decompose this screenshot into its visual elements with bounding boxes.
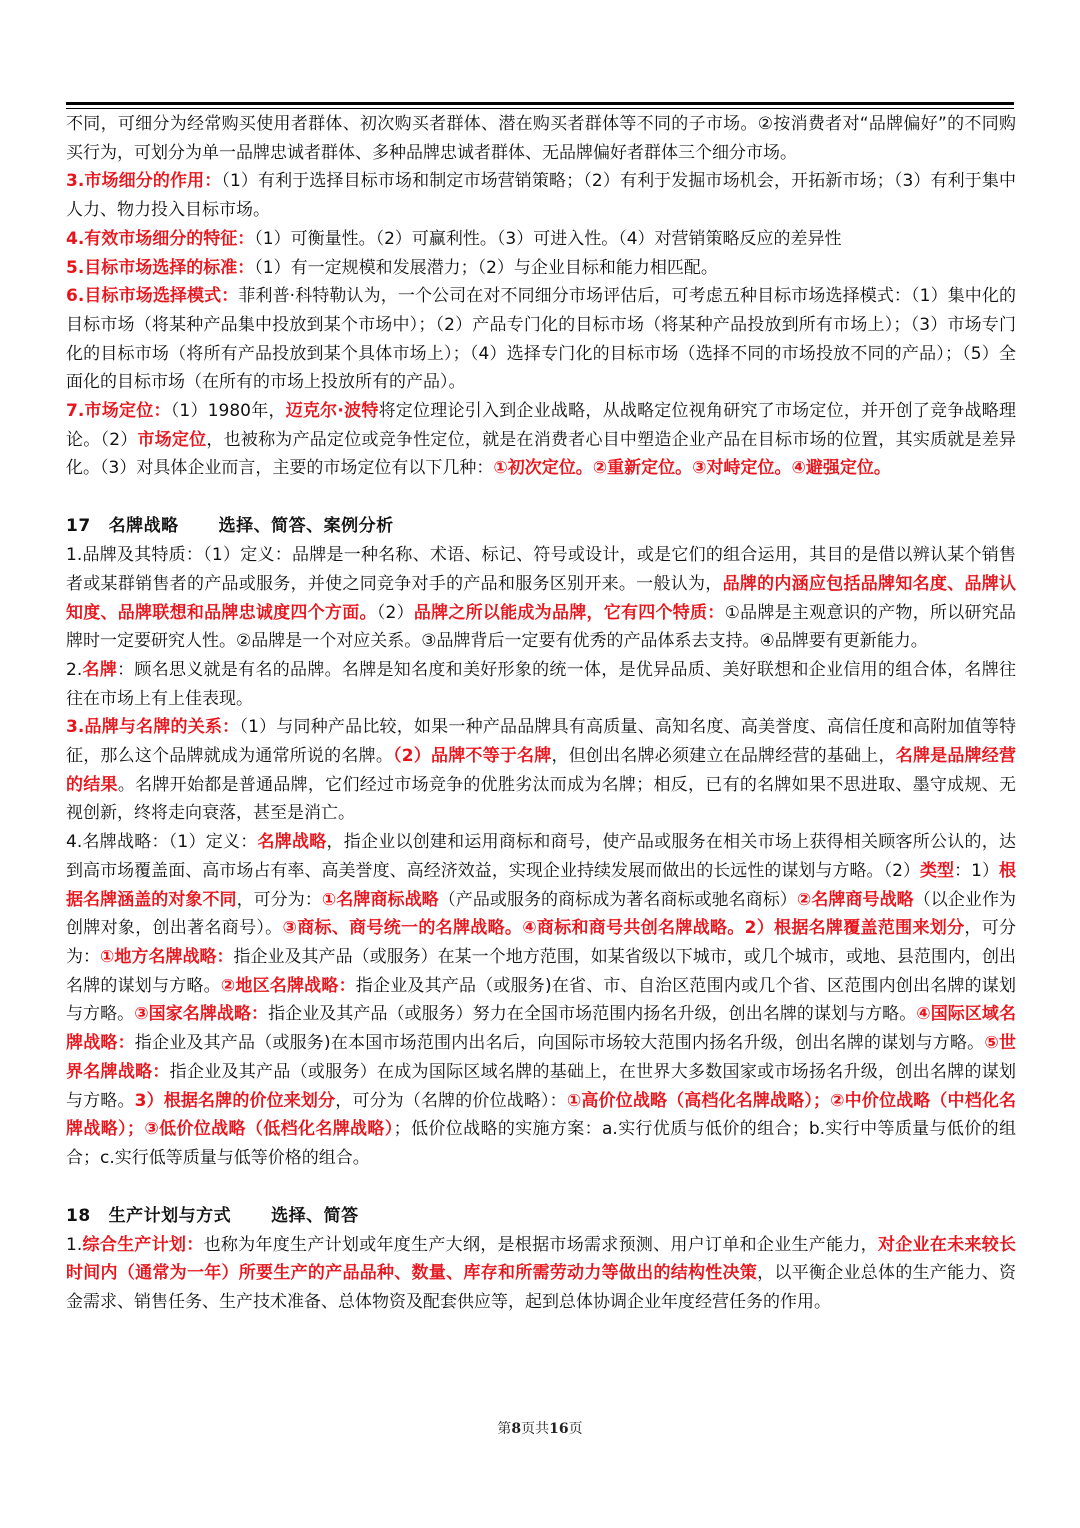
paragraph-aggregate-plan: 1.综合生产计划：也称为年度生产计划或年度生产大纲，是根据市场需求预测、用户订单和企业生产能力，对企业在未来较长时间内（通常为一年）所要生产的产品品种、数量、库存和所需劳动力等做出的结构性决策，以平衡企业总体的生产能力、资金需求、销售任务、生产技术准备、总体物资及配套供应等，起到总体协调企业年度经营任务的作用。 xyxy=(66,1234,1017,1313)
paragraph-famous-brand: 2.名牌：顾名思义就是有名的品牌。名牌是知名度和美好形象的统一体，是优异品质、美好联想和企业信用的组合体，名牌往往在市场上有上佳表现。 xyxy=(66,659,1017,709)
paragraph-segmentation-continued: 不同，可细分为经常购买使用者群体、初次购买者群体、潜在购买者群体等不同的子市场。②按消费者对“品牌偏好”的不同购买行为，可划分为单一品牌忠诚者群体、多种品牌忠诚者群体、无品牌偏好者群体三个细分市场。 xyxy=(66,114,1016,163)
paragraph-brand-relation: 3.品牌与名牌的关系：（1）与同种产品比较，如果一种产品品牌具有高质量、高知名度、高美誉度、高信任度和高附加值等特征，那么这个品牌就成为通常所说的名牌。（2）品牌不等于名牌，但创出名牌必须建立在品牌经营的基础上，名牌是品牌经营的结果。名牌开始都是普通品牌，它们经过市场竞争的优胜劣汰而成为名牌；相反，已有的名牌如果不思进取、墨守成规、无视创新，终将走向衰落，甚至是消亡。 xyxy=(66,717,1017,824)
header-rule-thin xyxy=(66,108,1014,109)
key-term: 6.目标市场选择模式： xyxy=(66,286,239,307)
key-term: 3.品牌与名牌的关系： xyxy=(66,717,240,738)
current-page: 8 xyxy=(511,1421,522,1437)
paragraph-market-positioning: 7.市场定位：（1）1980年，迈克尔·波特将定位理论引入到企业战略，从战略定位视角研究了市场定位，并开创了竞争战略理论。（2）市场定位，也被称为产品定位或竞争性定位，就是在消费者心目中塑造企业产品在目标市场的位置，其实质就是差异化。（3）对具体企业而言，主要的市场定位有以下几种：①初次定位。②重新定位。③对峙定位。④避强定位。 xyxy=(66,401,1016,479)
paragraph-target-market-criteria: 5.目标市场选择的标准：（1）有一定规模和发展潜力；（2）与企业目标和能力相匹配。 xyxy=(66,257,718,278)
total-pages: 16 xyxy=(549,1421,569,1437)
paragraph-effective-segmentation: 4.有效市场细分的特征：（1）可衡量性。（2）可赢利性。（3）可进入性。（4）对营销策略反应的差异性 xyxy=(66,228,842,249)
page-footer: 第8页共16页 xyxy=(497,1421,583,1437)
paragraph-brand-strategy: 4.名牌战略：（1）定义：名牌战略，指企业以创建和运用商标和商号，使产品或服务在相关市场上获得相关顾客所公认的，达到高市场覆盖面、高市场占有率、高美誉度、高经济效益，实现企业持续发展而做出的长远性的谋划与方略。（2）类型：1）根据名牌涵盖的对象不同，可分为：①名牌商标战略（产品或服务的商标成为著名商标或驰名商标）②名牌商号战略（以企业作为创牌对象，创出著名商号）。③商标、商号统一的名牌战略。④商标和商号共创名牌战略。2）根据名牌覆盖范围来划分，可分为：①地方名牌战略：指企业及其产品（或服务）在某一个地方范围，如某省级以下城市，或几个城市，或地、县范围内，创出名牌的谋划与方略。②地区名牌战略：指企业及其产品（或服务)在省、市、自治区范围内或几个省、区范围内创出名牌的谋划与方略。③国家名牌战略：指企业及其产品（或服务）努力在全国市场范围内扬名升级，创出名牌的谋划与方略。④国际区域名牌战略：指企业及其产品（或服务)在本国市场范围内出名后，向国际市场较大范围内扬名升级，创出名牌的谋划与方略。⑤世界名牌战略：指企业及其产品（或服务）在成为国际区域名牌的基础上，在世界大多数国家或市场扬名升级，创出名牌的谋划与方略。3）根据名牌的价位来划分，可分为（名牌的价位战略）：①高价位战略（高档化名牌战略）；②中价位战略（中档化名牌战略）；③低价位战略（低档化名牌战略）；低价位战略的实施方案：a.实行优质与低价的组合；b.实行中等质量与低价的组合；c.实行低等质量与低等价格的组合。 xyxy=(66,832,1017,1168)
section-gap xyxy=(66,1173,1016,1201)
section-heading-18: 18 生产计划与方式 选择、简答 xyxy=(66,1205,359,1226)
key-term: 5.目标市场选择的标准： xyxy=(66,257,255,278)
paragraph-segmentation-role: 3.市场细分的作用：（1）有利于选择目标市场和制定市场营销策略；（2）有利于发掘市场机会，开拓新市场；（3）有利于集中人力、物力投入目标市场。 xyxy=(66,171,1016,221)
key-term: 7.市场定位： xyxy=(66,401,171,422)
key-term: 4.有效市场细分的特征： xyxy=(66,228,255,249)
paragraph-target-market-modes: 6.目标市场选择模式：菲利普·科特勒认为，一个公司在对不同细分市场评估后，可考虑五种目标市场选择模式：（1）集中化的目标市场（将某种产品集中投放到某个市场中）；（2）产品专门化的目标市场（将某种产品投放到所有市场上）；（3）市场专门化的目标市场（将所有产品投放到某个具体市场上）；（4）选择专门化的目标市场（选择不同的市场投放不同的产品）；（5）全面化的目标市场（在所有的市场上投放所有的产品）。 xyxy=(66,286,1016,393)
header-rule-thick xyxy=(66,102,1014,105)
key-term: 3.市场细分的作用： xyxy=(66,171,222,192)
paragraph-brand-definition: 1.品牌及其特质：（1）定义：品牌是一种名称、术语、标记、符号或设计，或是它们的组合运用，其目的是借以辨认某个销售者或某群销售者的产品或服务，并使之同竞争对手的产品和服务区别开来。一般认为，品牌的内涵应包括品牌知名度、品牌认知度、品牌联想和品牌忠诚度四个方面。（2）品牌之所以能成为品牌，它有四个特质：①品牌是主观意识的产物，所以研究品牌时一定要研究人性。②品牌是一个对应关系。③品牌背后一定要有优秀的产品体系去支持。④品牌要有更新能力。 xyxy=(66,545,1017,652)
section-heading-17: 17 名牌战略 选择、简答、案例分析 xyxy=(66,516,394,537)
section-gap xyxy=(66,483,1016,511)
page-content xyxy=(66,110,1016,1317)
